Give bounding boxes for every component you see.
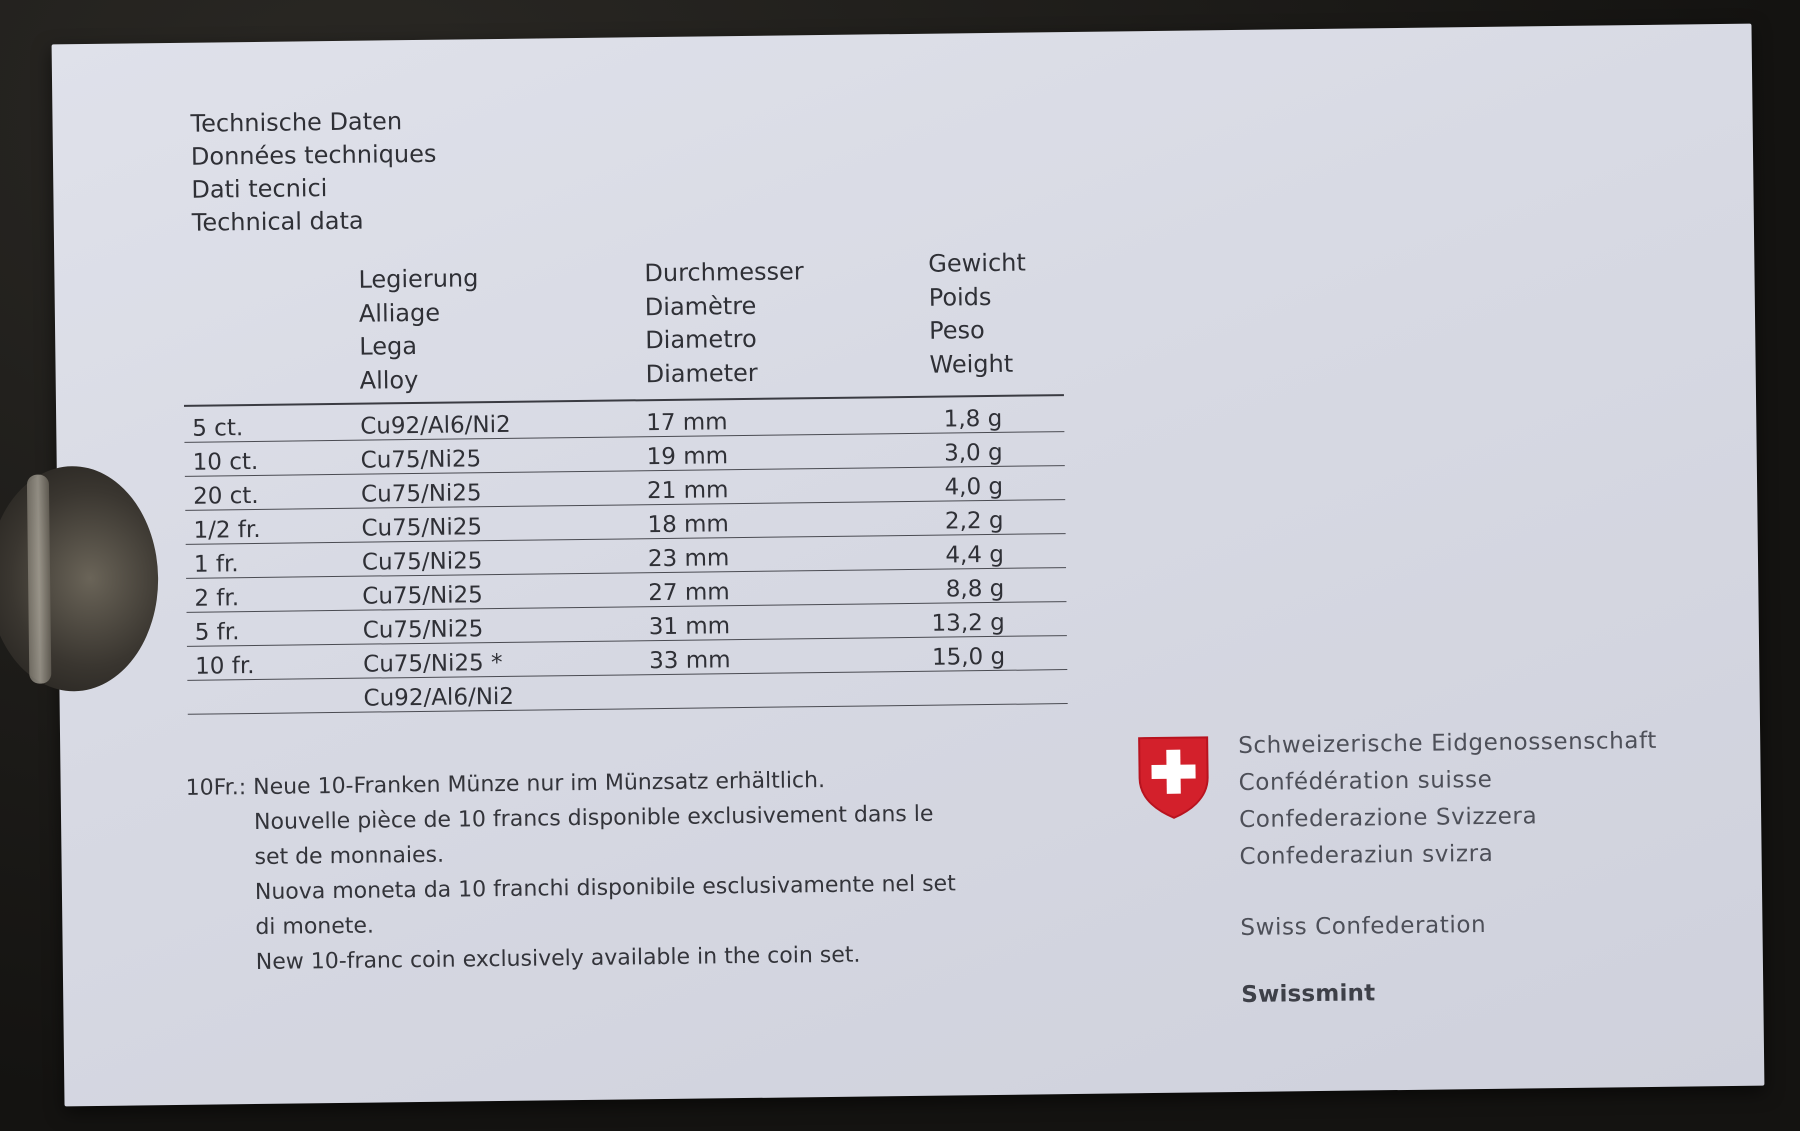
footnote-fr-cont: set de monnaies.	[254, 842, 445, 871]
weight-cell: 13,2 g	[931, 609, 1005, 637]
alloy-label-fr: Alliage	[358, 298, 441, 328]
denomination-cell: 10 ct.	[192, 448, 259, 476]
swiss-cross-shield-icon	[1135, 733, 1212, 820]
weight-cell: 15,0 g	[931, 643, 1006, 671]
confed-it: Confederazione Svizzera	[1238, 803, 1538, 833]
denomination-cell: 1 fr.	[193, 551, 239, 578]
coin-set-card	[52, 24, 1765, 1107]
diameter-cell: 21 mm	[646, 477, 729, 505]
weight-label-de: Gewicht	[928, 248, 1026, 278]
denomination-cell: 5 fr.	[194, 619, 240, 646]
footnote-fr: Nouvelle pièce de 10 francs disponible exclusivement dans le	[253, 801, 934, 836]
diameter-cell: 31 mm	[648, 613, 731, 641]
denomination-cell: 1/2 fr.	[193, 516, 261, 544]
alloy-label-de: Legierung	[358, 264, 479, 294]
diameter-label-it: Diametro	[645, 324, 757, 355]
diameter-label-de: Durchmesser	[644, 257, 804, 288]
weight-cell: 4,0 g	[944, 473, 1004, 501]
diameter-cell: 23 mm	[647, 545, 730, 573]
alloy-cell: Cu75/Ni25	[362, 582, 484, 610]
confederation-block	[1238, 723, 1660, 1014]
weight-label-it: Peso	[928, 316, 985, 345]
thumb-notch	[0, 465, 159, 692]
column-header-alloy	[358, 262, 480, 397]
confed-en: Swiss Confederation	[1240, 911, 1487, 941]
footnote-de: Neue 10-Franken Münze nur im Münzsatz erhältlich.	[253, 768, 826, 801]
denomination-cell: 5 ct.	[192, 415, 244, 442]
denomination-cell: 2 fr.	[194, 585, 240, 612]
alloy-cell: Cu75/Ni25	[361, 514, 483, 542]
column-header-diameter	[644, 255, 805, 391]
weight-cell: 4,4 g	[945, 541, 1005, 569]
diameter-cell: 27 mm	[648, 579, 730, 607]
footnote-en: New 10-franc coin exclusively available in the coin set.	[255, 942, 861, 975]
weight-cell: 8,8 g	[945, 575, 1005, 603]
footnote-it: Nuova moneta da 10 franchi disponibile esclusivamente nel set	[254, 871, 956, 906]
weight-label-en: Weight	[929, 349, 1014, 379]
alloy-cell: Cu92/Al6/Ni2	[363, 683, 515, 712]
alloy-cell: Cu75/Ni25 *	[363, 649, 503, 678]
confed-rm: Confederaziun svizra	[1239, 840, 1494, 870]
diameter-cell: 33 mm	[648, 647, 731, 675]
confed-de: Schweizerische Eidgenossenschaft	[1238, 727, 1658, 759]
alloy-cell: Cu75/Ni25	[362, 616, 484, 644]
diameter-label-en: Diameter	[645, 358, 758, 388]
denomination-cell: 10 fr.	[195, 652, 255, 680]
heading-en: Technical data	[191, 206, 364, 237]
technical-data-table	[182, 248, 1062, 712]
issuer-name: Swissmint	[1241, 980, 1376, 1008]
heading-fr: Données techniques	[190, 139, 437, 171]
denomination-cell: 20 ct.	[192, 482, 259, 510]
footnote-prefix: 10Fr.:	[185, 775, 247, 801]
weight-cell	[925, 674, 1005, 675]
diameter-cell: 18 mm	[647, 511, 730, 539]
diameter-cell: 17 mm	[646, 409, 728, 437]
weight-cell: 3,0 g	[943, 439, 1003, 467]
alloy-label-it: Lega	[359, 331, 418, 361]
diameter-cell: 19 mm	[646, 443, 729, 471]
alloy-cell: Cu92/Al6/Ni2	[360, 411, 511, 440]
alloy-label-en: Alloy	[359, 365, 419, 395]
footnote	[185, 760, 1087, 981]
confed-fr: Confédération suisse	[1238, 766, 1493, 796]
title-block	[190, 105, 437, 240]
alloy-cell: Cu75/Ni25	[360, 480, 482, 508]
heading-de: Technische Daten	[190, 107, 403, 138]
weight-label-fr: Poids	[928, 282, 992, 312]
alloy-cell: Cu75/Ni25	[360, 446, 482, 474]
weight-cell: 2,2 g	[944, 507, 1004, 535]
column-header-weight	[928, 247, 1027, 382]
diameter-label-fr: Diamètre	[644, 291, 757, 321]
footnote-it-cont: di monete.	[255, 913, 375, 940]
weight-cell: 1,8 g	[943, 405, 1003, 433]
heading-it: Dati tecnici	[191, 174, 328, 204]
alloy-cell: Cu75/Ni25	[361, 548, 483, 576]
